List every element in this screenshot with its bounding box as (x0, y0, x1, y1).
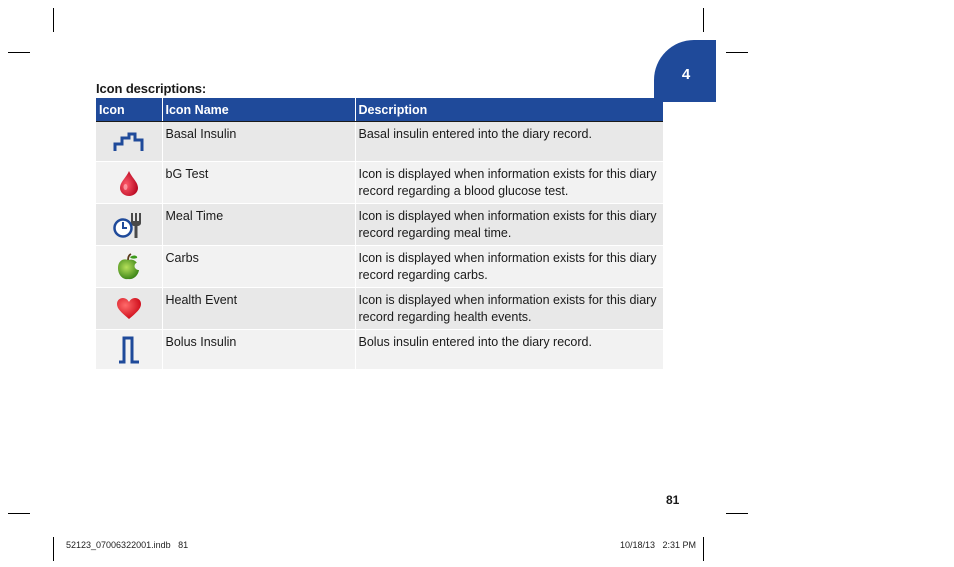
date-slug: 10/18/13 2:31 PM (620, 540, 697, 550)
icon-name: Bolus Insulin (162, 330, 355, 370)
crop-mark (703, 537, 704, 561)
heart-icon (116, 297, 142, 321)
apple-icon (115, 252, 143, 282)
crop-mark (703, 8, 704, 32)
table-row (96, 162, 663, 204)
clock-fork-icon (112, 210, 146, 240)
icon-cell (96, 122, 162, 162)
icon-description: Icon is displayed when information exists for this diary record regarding carbs. (355, 246, 663, 288)
table-header-row (96, 98, 663, 122)
icon-description: Icon is displayed when information exists for this diary record regarding health events. (355, 288, 663, 330)
table-row (96, 204, 663, 246)
crop-mark (726, 52, 748, 53)
crop-mark (53, 8, 54, 32)
file-slug: 52123_07006322001.indb 81 (66, 540, 189, 550)
crop-mark (53, 537, 54, 561)
icon-description: Basal insulin entered into the diary record. (355, 122, 663, 162)
bolus-insulin-icon (117, 335, 141, 365)
icon-description: Icon is displayed when information exists for this diary record regarding meal time. (355, 204, 663, 246)
icon-description: Bolus insulin entered into the diary record. (355, 330, 663, 370)
icon-name: bG Test (162, 162, 355, 204)
header-icon-name: Icon Name (162, 98, 355, 122)
icon-cell (96, 246, 162, 288)
icon-cell (96, 162, 162, 204)
icon-descriptions-table (96, 98, 663, 370)
table-row (96, 122, 663, 162)
icon-cell (96, 330, 162, 370)
chapter-tab (654, 40, 716, 102)
crop-mark (8, 513, 30, 514)
icon-name: Meal Time (162, 204, 355, 246)
icon-cell (96, 204, 162, 246)
crop-mark (8, 52, 30, 53)
crop-mark (726, 513, 748, 514)
icon-description: Icon is displayed when information exists for this diary record regarding a blood glucose test. (355, 162, 663, 204)
header-description: Description (355, 98, 663, 122)
icon-name: Basal Insulin (162, 122, 355, 162)
table-row (96, 288, 663, 330)
icon-name: Health Event (162, 288, 355, 330)
icon-cell (96, 288, 162, 330)
section-heading: Icon descriptions: (96, 81, 207, 96)
table-row (96, 246, 663, 288)
blood-drop-icon (118, 169, 140, 197)
page-number: 81 (666, 493, 680, 507)
chapter-number: 4 (681, 65, 691, 83)
basal-insulin-icon (113, 131, 145, 153)
icon-name: Carbs (162, 246, 355, 288)
header-icon: Icon (96, 98, 162, 122)
table-row (96, 330, 663, 370)
